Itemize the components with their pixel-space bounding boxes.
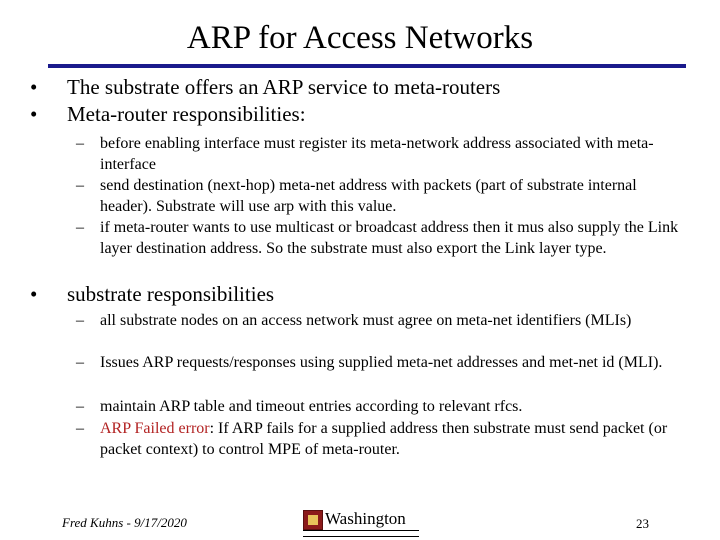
dash: – xyxy=(76,219,84,236)
crest-icon xyxy=(303,510,323,530)
dash: – xyxy=(76,135,84,152)
item-text: if meta-router wants to use multicast or broadcast address then it mus also supply the Link layer destination address. So the substrate must also export the Link layer type. xyxy=(100,219,679,257)
bullet-dot: • xyxy=(30,102,38,126)
arp-failed-error-text: : If ARP fails for a supplied address then substrate must send packet (or packet context) to control MPE of meta-router. xyxy=(100,420,668,458)
dash: – xyxy=(76,398,84,415)
dash: – xyxy=(76,354,84,371)
logo-tagline-bar xyxy=(303,530,419,537)
bullet-dot: • xyxy=(30,75,38,99)
dash: – xyxy=(76,177,84,194)
bullet-text: Meta-router responsibilities: xyxy=(67,102,306,126)
item-text: Issues ARP requests/responses using supplied meta-net addresses and met-net id (MLI). xyxy=(100,354,663,371)
item-text: maintain ARP table and timeout entries according to relevant rfcs. xyxy=(100,398,523,415)
page-number: 23 xyxy=(636,516,649,531)
page-title: ARP for Access Networks xyxy=(186,20,534,56)
bullet-dot: • xyxy=(30,282,38,306)
arp-failed-error-label: ARP Failed error xyxy=(100,420,210,437)
item-text: send destination (next-hop) meta-net address with packets (part of substrate internal header). Substrate will use arp with this value. xyxy=(100,177,637,215)
footer-author: Fred Kuhns - 9/17/2020 xyxy=(62,515,187,530)
title-rule xyxy=(48,64,686,68)
washington-logo xyxy=(303,509,419,537)
item-text: all substrate nodes on an access network must agree on meta-net identifiers (MLIs) xyxy=(100,312,632,329)
logo-wordmark: Washington xyxy=(325,509,406,528)
bullet-text: The substrate offers an ARP service to meta-routers xyxy=(67,75,501,99)
item-text xyxy=(100,418,680,460)
dash: – xyxy=(76,420,84,437)
item-text: before enabling interface must register its meta-network address associated with meta-interface xyxy=(100,135,654,173)
bullet-text: substrate responsibilities xyxy=(67,282,275,306)
dash: – xyxy=(76,312,84,329)
